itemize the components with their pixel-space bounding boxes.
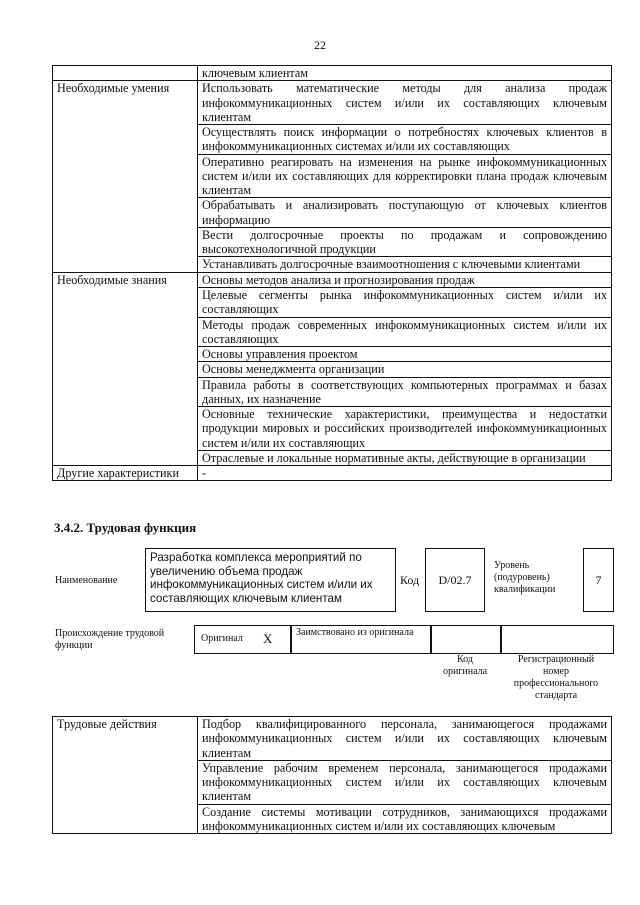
row-label: Другие характеристики — [53, 466, 198, 481]
level-value: 7 — [595, 573, 602, 587]
skills-knowledge-table — [52, 65, 612, 481]
section-title: 3.4.2. Трудовая функция — [54, 520, 197, 535]
table-row — [53, 81, 612, 125]
level-box — [583, 548, 614, 612]
name-label: Наименование — [55, 575, 118, 586]
requirement-item: ключевым клиентам — [198, 66, 612, 81]
requirement-item: - — [198, 466, 612, 481]
requirement-item: Основы менеджмента организации — [198, 362, 612, 377]
reg-number-cell — [500, 625, 614, 654]
function-name-box — [145, 548, 396, 612]
table-row — [53, 272, 612, 287]
code-caption: Код оригинала — [442, 654, 488, 677]
code-box — [425, 548, 485, 612]
requirement-item: Осуществлять поиск информации о потребностях ключевых клиентов в инфокоммуникационных системах и/или их составляющих — [198, 125, 612, 155]
requirement-item: Устанавливать долгосрочные взаимоотношения с ключевыми клиентами — [198, 257, 612, 272]
row-label — [53, 66, 198, 81]
requirement-item: Отраслевые и локальные нормативные акты, действующие в организации — [198, 450, 612, 465]
row-label: Трудовые действия — [53, 717, 198, 834]
requirement-item: Использовать математические методы для анализа продаж инфокоммуникационных систем и/или их составляющих ключевым клиентам — [198, 81, 612, 125]
origin-label: Происхождение трудовой функции — [55, 628, 165, 651]
table-row — [53, 717, 612, 761]
table-row — [53, 66, 612, 81]
labor-action-item: Подбор квалифицированного персонала, занимающегося продажами инфокоммуникационных систем и/или их составляющих ключевым клиентам — [198, 717, 612, 761]
original-label: Оригинал — [201, 633, 243, 644]
borrowed-label: Заимствовано из оригинала — [296, 627, 414, 638]
labor-actions-table — [52, 716, 612, 834]
function-name: Разработка комплекса мероприятий по увеличению объема продаж инфокоммуникационных систем и/или их составляющих ключевым клиентам — [150, 551, 373, 605]
requirement-item: Основные технические характеристики, преимущества и недостатки продукции мировых и российских производителей инфокоммуникационных систем и/или их составляющих — [198, 407, 612, 451]
code-label: Код — [400, 573, 420, 587]
row-label: Необходимые умения — [53, 81, 198, 272]
borrowed-cell — [290, 625, 432, 654]
level-label: Уровень (подуровень) квалификации — [494, 560, 556, 595]
reg-caption: Регистрационный номер профессионального стандарта — [513, 654, 599, 701]
requirement-item: Вести долгосрочные проекты по продажам и сопровождению высокотехнологичной продукции — [198, 227, 612, 257]
requirement-item: Основы управления проектом — [198, 347, 612, 362]
requirement-item: Целевые сегменты рынка инфокоммуникационных систем и/или их составляющих — [198, 287, 612, 317]
original-code-cell — [430, 625, 502, 654]
original-mark: X — [263, 631, 273, 646]
labor-action-item: Создание системы мотивации сотрудников, занимающихся продажами инфокоммуникационных систем и/или их составляющих ключевым — [198, 804, 612, 834]
original-cell — [194, 625, 292, 654]
requirement-item: Основы методов анализа и прогнозирования продаж — [198, 272, 612, 287]
requirement-item: Оперативно реагировать на изменения на рынке инфокоммуникационных систем и/или их составляющих для корректировки плана продаж ключевым клиентам — [198, 154, 612, 198]
labor-action-item: Управление рабочим временем персонала, занимающегося продажами инфокоммуникационных систем и/или их составляющих ключевым клиентам — [198, 760, 612, 804]
requirement-item: Правила работы в соответствующих компьютерных программах и базах данных, их назначение — [198, 377, 612, 407]
function-code: D/02.7 — [438, 573, 472, 587]
row-label: Необходимые знания — [53, 272, 198, 465]
requirement-item: Методы продаж современных инфокоммуникационных систем и/или их составляющих — [198, 317, 612, 347]
page-number: 22 — [314, 38, 326, 52]
requirement-item: Обрабатывать и анализировать поступающую от ключевых клиентов информацию — [198, 198, 612, 228]
table-row — [53, 466, 612, 481]
